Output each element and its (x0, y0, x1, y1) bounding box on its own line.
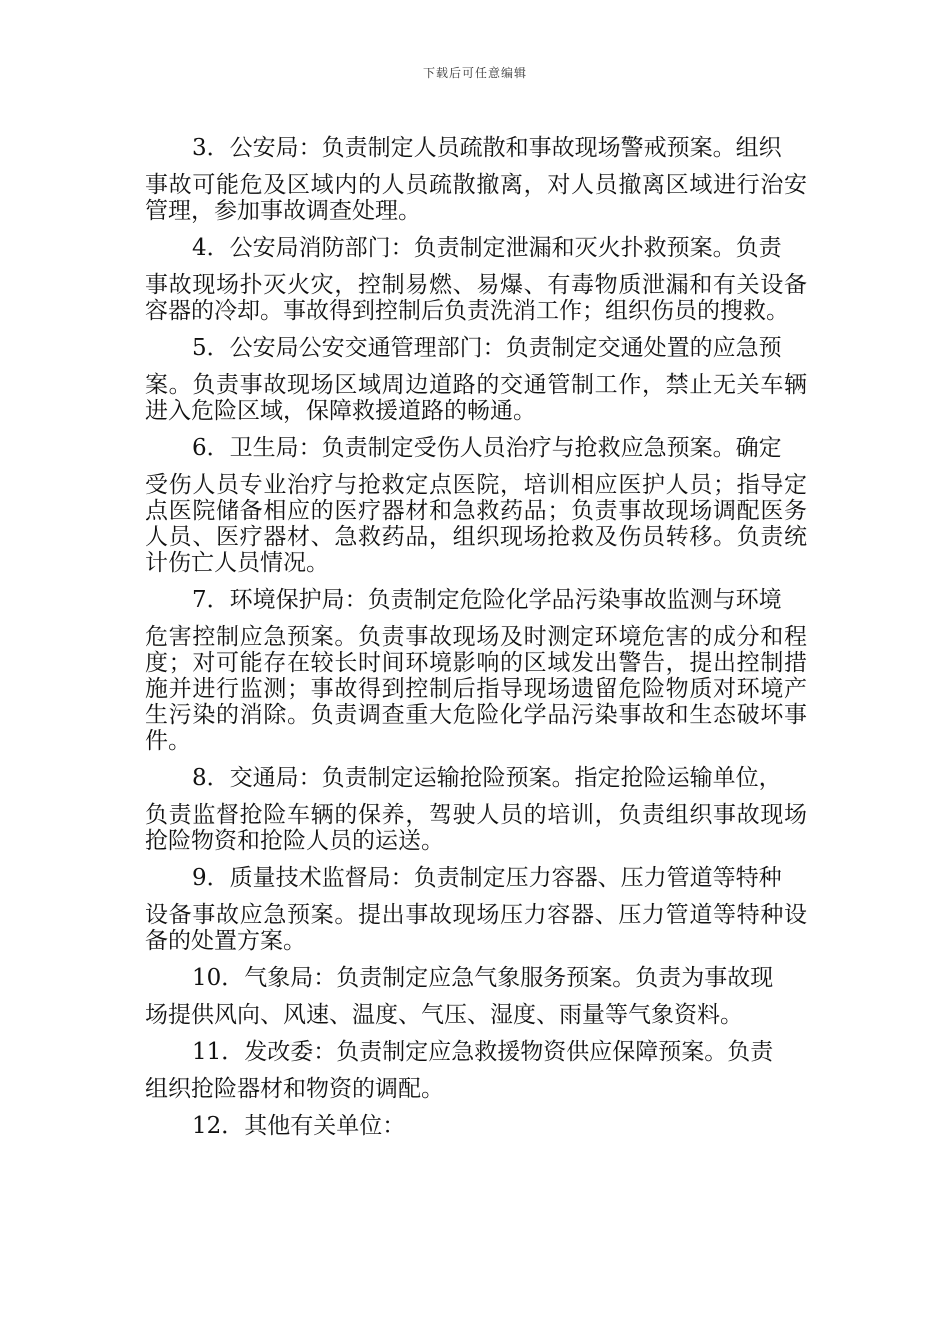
paragraph-body: 案。负责事故现场区域周边道路的交通管制工作，禁止无关车辆进入危险区域，保障救援道路的畅通。 (145, 372, 807, 424)
list-item (145, 762, 807, 854)
list-item (145, 862, 807, 954)
paragraph-first-line: 5．公安局公安交通管理部门：负责制定交通处置的应急预 (192, 335, 782, 361)
list-item (145, 432, 807, 576)
list-item (145, 584, 807, 754)
paragraph-first-line: 7．环境保护局：负责制定危险化学品污染事故监测与环境 (192, 587, 782, 613)
page-header: 下载后可任意编辑 (422, 66, 527, 80)
paragraph-body: 负责监督抢险车辆的保养，驾驶人员的培训，负责组织事故现场抢险物资和抢险人员的运送。 (145, 802, 807, 854)
paragraph-first-line: 12．其他有关单位： (192, 1113, 406, 1139)
paragraph-first-line: 10．气象局：负责制定应急气象服务预案。负责为事故现 (192, 965, 774, 991)
paragraph-body: 事故现场扑灭火灾，控制易燃、易爆、有毒物质泄漏和有关设备容器的冷却。事故得到控制后负责洗消工作；组织伤员的搜救。 (145, 272, 807, 324)
list-item (145, 1110, 807, 1150)
paragraph-body: 危害控制应急预案。负责事故现场及时测定环境危害的成分和程度；对可能存在较长时间环境影响的区域发出警告，提出控制措施并进行监测；事故得到控制后指导现场遗留危险物质对环境产生污染的消除。负责调查重大危险化学品污染事故和生态破坏事件。 (145, 624, 807, 754)
paragraph-body: 场提供风向、风速、温度、气压、湿度、雨量等气象资料。 (145, 1002, 743, 1028)
paragraph-body: 受伤人员专业治疗与抢救定点医院，培训相应医护人员；指导定点医院储备相应的医疗器材和急救药品；负责事故现场调配医务人员、医疗器材、急救药品，组织现场抢救及伤员转移。负责统计伤亡人员情况。 (145, 472, 807, 576)
paragraph-first-line: 11．发改委：负责制定应急救援物资供应保障预案。负责 (192, 1039, 774, 1065)
paragraph-body: 组织抢险器材和物资的调配。 (145, 1076, 444, 1102)
document-body (145, 132, 807, 1158)
paragraph-body: 设备事故应急预案。提出事故现场压力容器、压力管道等特种设备的处置方案。 (145, 902, 807, 954)
list-item (145, 132, 807, 224)
paragraph-first-line: 3．公安局：负责制定人员疏散和事故现场警戒预案。组织 (192, 135, 782, 161)
paragraph-first-line: 9．质量技术监督局：负责制定压力容器、压力管道等特种 (192, 865, 782, 891)
list-item (145, 332, 807, 424)
list-item (145, 232, 807, 324)
paragraph-first-line: 6．卫生局：负责制定受伤人员治疗与抢救应急预案。确定 (192, 435, 782, 461)
paragraph-body: 事故可能危及区域内的人员疏散撤离，对人员撤离区域进行治安管理，参加事故调查处理。 (145, 172, 807, 224)
paragraph-first-line: 4．公安局消防部门：负责制定泄漏和灭火扑救预案。负责 (192, 235, 782, 261)
list-item (145, 962, 807, 1028)
list-item (145, 1036, 807, 1102)
paragraph-first-line: 8．交通局：负责制定运输抢险预案。指定抢险运输单位， (192, 765, 782, 791)
